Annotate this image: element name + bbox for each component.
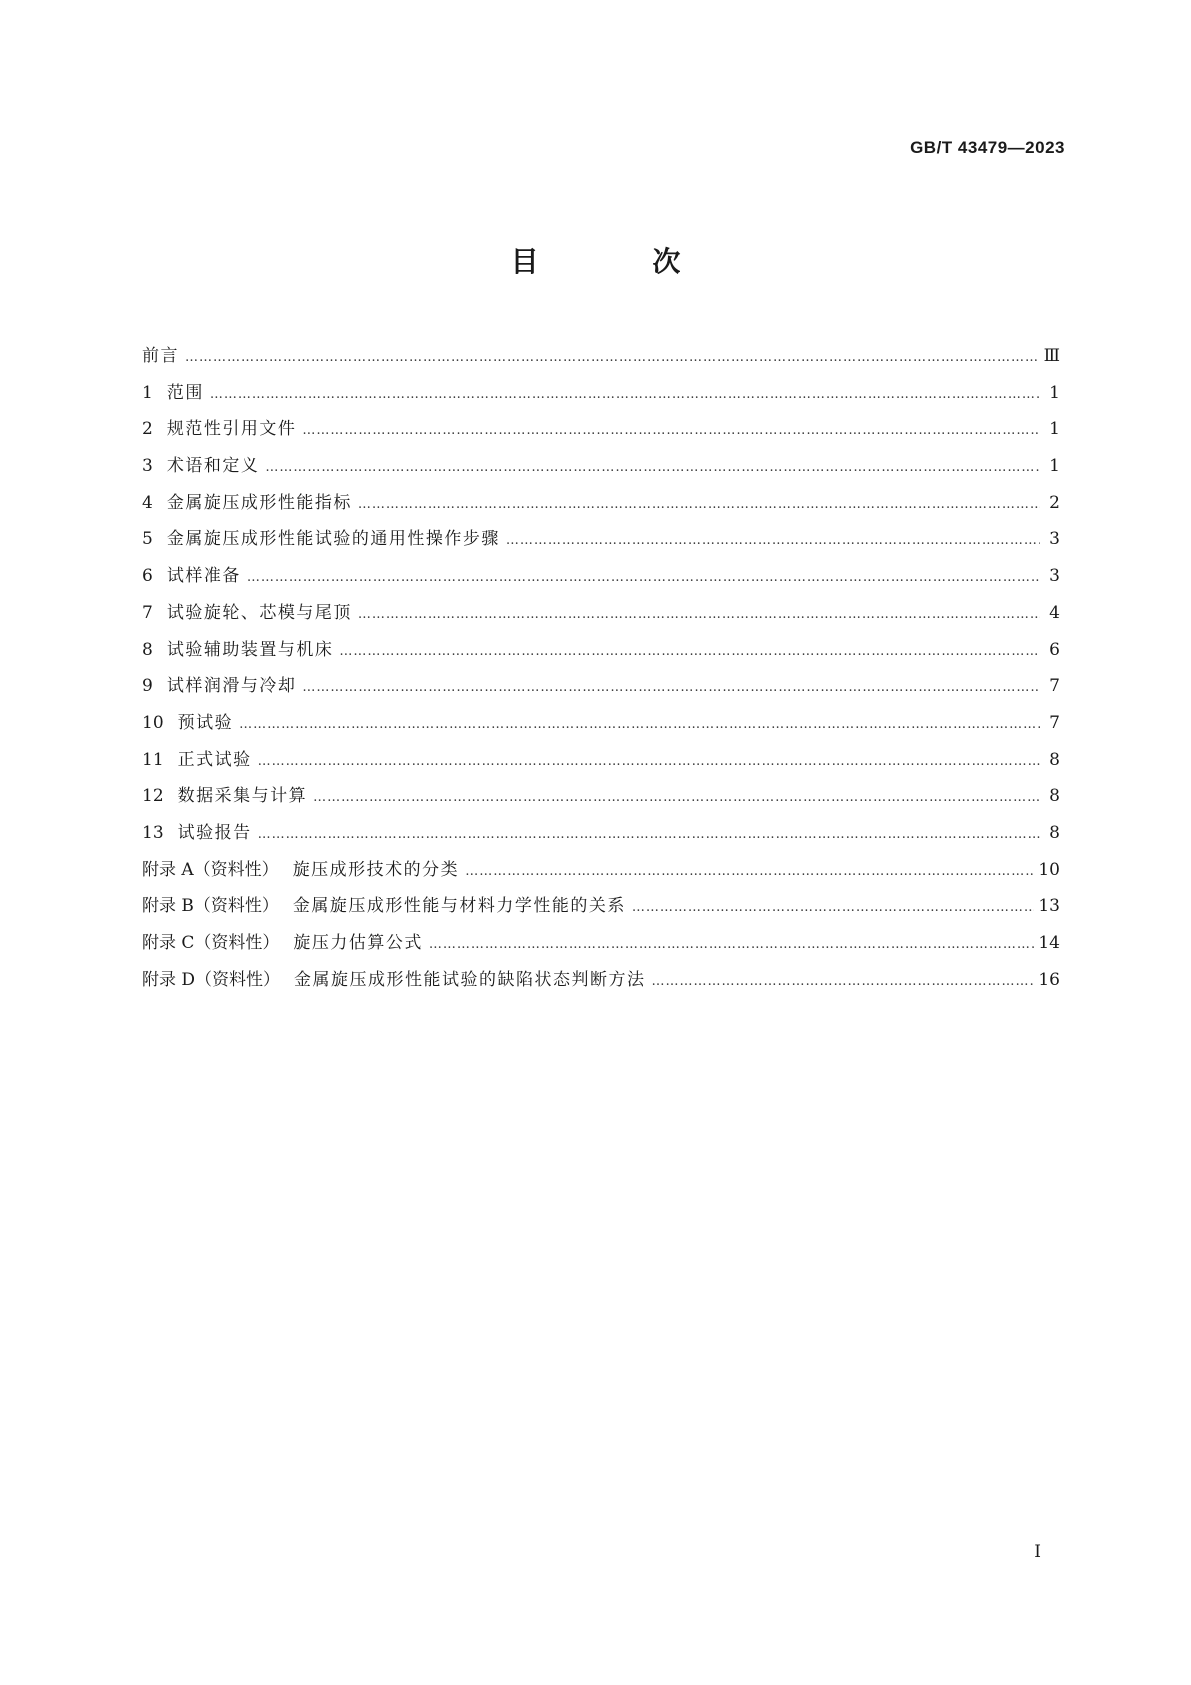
toc-entry-title: 正式试验 — [177, 749, 252, 770]
toc-entry-page: 7 — [1049, 712, 1060, 733]
toc-leader-dots — [632, 890, 1034, 927]
toc-leader-dots — [652, 964, 1035, 1001]
toc-entry-number: 4 — [142, 492, 153, 513]
toc-leader-dots — [506, 523, 1040, 560]
toc-leader-dots — [185, 340, 1040, 377]
toc-entry-number: 9 — [142, 676, 153, 697]
toc-entry-number: 2 — [142, 419, 153, 440]
toc-leader-dots — [339, 634, 1040, 671]
toc-leader-dots — [258, 817, 1040, 854]
toc-entry-page: 13 — [1038, 896, 1060, 917]
toc-entry-4[interactable] — [142, 485, 1060, 522]
toc-entry-number: 7 — [142, 602, 153, 623]
toc-entry-11[interactable] — [142, 742, 1060, 779]
toc-entry-title: 金属旋压成形性能与材料力学性能的关系 — [292, 896, 626, 917]
toc-entry-12[interactable] — [142, 778, 1060, 815]
toc-entry-page: 1 — [1049, 456, 1060, 477]
toc-entry-title: 试验报告 — [177, 822, 252, 843]
toc-leader-dots — [302, 413, 1040, 450]
toc-entry-annex-c[interactable] — [142, 925, 1060, 962]
toc-leader-dots — [302, 670, 1040, 707]
toc-entry-number: 3 — [142, 456, 153, 477]
toc-entry-number: 附录 A（资料性） — [142, 859, 279, 880]
toc-entry-foreword[interactable] — [142, 338, 1060, 375]
toc-entry-page: 3 — [1049, 529, 1060, 550]
toc-entry-title: 试验辅助装置与机床 — [166, 639, 334, 660]
toc-entry-7[interactable] — [142, 595, 1060, 632]
toc-entry-annex-a[interactable] — [142, 852, 1060, 889]
toc-entry-title: 范围 — [166, 382, 204, 403]
toc-entry-page: 10 — [1038, 859, 1060, 880]
toc-entry-number: 6 — [142, 566, 153, 587]
toc-entry-3[interactable] — [142, 448, 1060, 485]
toc-entry-2[interactable] — [142, 411, 1060, 448]
page-title: 目 次 — [510, 245, 733, 278]
toc-leader-dots — [358, 597, 1040, 634]
toc-entry-title: 金属旋压成形性能试验的缺陷状态判断方法 — [294, 969, 646, 990]
toc-entry-title: 旋压力估算公式 — [293, 933, 423, 953]
toc-entry-title: 规范性引用文件 — [166, 419, 297, 440]
toc-entry-number: 8 — [142, 639, 153, 660]
toc-entry-8[interactable] — [142, 632, 1060, 669]
toc-leader-dots — [358, 487, 1040, 524]
toc-entry-number: 附录 C（资料性） — [142, 933, 280, 953]
toc-entry-number: 10 — [142, 712, 164, 733]
toc-entry-1[interactable] — [142, 375, 1060, 412]
toc-entry-page: 8 — [1049, 786, 1060, 807]
toc-leader-dots — [247, 560, 1040, 597]
toc-leader-dots — [239, 707, 1040, 744]
toc-entry-title: 数据采集与计算 — [177, 786, 308, 807]
toc-entry-page: 1 — [1049, 382, 1060, 403]
toc-leader-dots — [258, 744, 1040, 781]
toc-entry-title: 预试验 — [177, 712, 234, 733]
toc-entry-page: 7 — [1049, 676, 1060, 697]
toc-entry-page: 6 — [1049, 639, 1060, 660]
toc-leader-dots — [210, 377, 1040, 414]
toc-entry-page: 4 — [1049, 602, 1060, 623]
toc-entry-page: 8 — [1049, 749, 1060, 770]
toc-entry-number: 附录 D（资料性） — [142, 969, 281, 990]
toc-entry-page: 14 — [1038, 933, 1060, 953]
toc-entry-number: 附录 B（资料性） — [142, 896, 279, 917]
toc-entry-number: 12 — [142, 786, 164, 807]
toc-entry-5[interactable] — [142, 521, 1060, 558]
page-number: Ⅰ — [1034, 1542, 1041, 1562]
toc-entry-title: 金属旋压成形性能试验的通用性操作步骤 — [166, 529, 500, 550]
toc-entry-9[interactable] — [142, 668, 1060, 705]
toc-entry-title: 术语和定义 — [166, 456, 260, 477]
toc-leader-dots — [313, 780, 1040, 817]
toc-entry-page: 16 — [1038, 969, 1060, 990]
toc-entry-10[interactable] — [142, 705, 1060, 742]
toc-entry-annex-b[interactable] — [142, 888, 1060, 925]
toc-entry-page: 2 — [1049, 492, 1060, 513]
table-of-contents — [142, 338, 1060, 998]
toc-entry-title: 金属旋压成形性能指标 — [166, 492, 352, 513]
toc-entry-title: 前言 — [142, 346, 179, 366]
toc-entry-page: 1 — [1049, 419, 1060, 440]
toc-entry-page: Ⅲ — [1043, 346, 1060, 366]
toc-leader-dots — [265, 450, 1040, 487]
toc-entry-number: 11 — [142, 749, 164, 770]
toc-entry-number: 1 — [142, 382, 153, 403]
toc-leader-dots — [465, 854, 1034, 891]
toc-entry-title: 试样准备 — [166, 566, 241, 587]
toc-entry-number: 13 — [142, 822, 164, 843]
toc-entry-title: 试验旋轮、芯模与尾顶 — [166, 602, 352, 623]
toc-entry-number: 5 — [142, 529, 153, 550]
toc-entry-page: 8 — [1049, 822, 1060, 843]
toc-entry-13[interactable] — [142, 815, 1060, 852]
standard-code: GB/T 43479—2023 — [910, 138, 1065, 157]
toc-entry-6[interactable] — [142, 558, 1060, 595]
toc-entry-title: 旋压成形技术的分类 — [292, 859, 460, 880]
toc-entry-page: 3 — [1049, 566, 1060, 587]
toc-leader-dots — [429, 927, 1034, 964]
toc-entry-title: 试样润滑与冷却 — [166, 676, 297, 697]
toc-entry-annex-d[interactable] — [142, 962, 1060, 999]
